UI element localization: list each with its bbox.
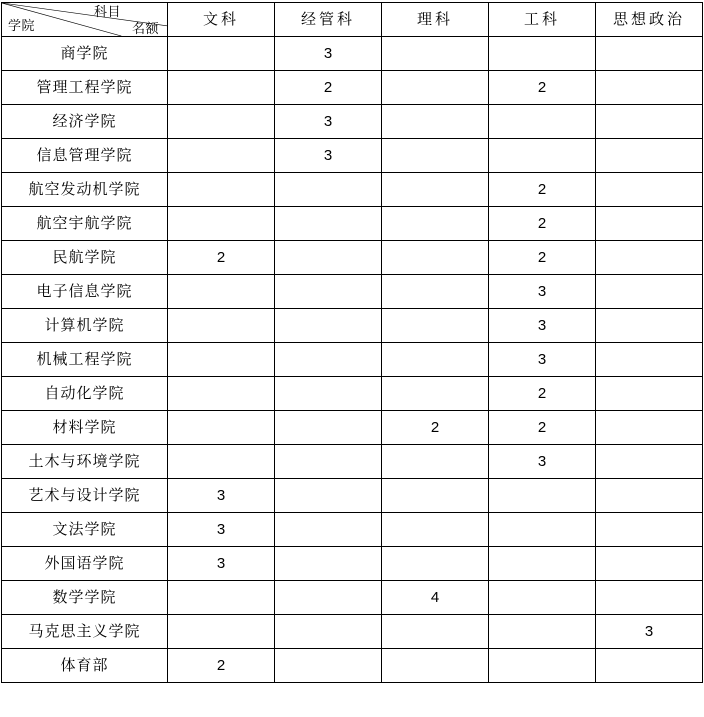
quota-cell (596, 309, 703, 343)
table-row (2, 71, 703, 105)
quota-cell (382, 275, 489, 309)
quota-cell (382, 309, 489, 343)
corner-subject-label: 科目 (93, 4, 121, 19)
row-header-college: 电子信息学院 (2, 275, 168, 309)
quota-cell (382, 173, 489, 207)
quota-cell: 2 (275, 71, 382, 105)
quota-cell: 2 (489, 71, 596, 105)
quota-cell (382, 445, 489, 479)
quota-cell (168, 139, 275, 173)
table-row (2, 309, 703, 343)
quota-cell (382, 37, 489, 71)
quota-table (1, 2, 703, 683)
quota-cell: 3 (489, 309, 596, 343)
quota-cell: 2 (168, 241, 275, 275)
quota-cell: 3 (275, 37, 382, 71)
row-header-college: 数学学院 (2, 581, 168, 615)
quota-cell (275, 649, 382, 683)
quota-cell: 3 (596, 615, 703, 649)
table-row (2, 207, 703, 241)
table-row (2, 105, 703, 139)
quota-cell (275, 343, 382, 377)
quota-cell (168, 445, 275, 479)
row-header-college: 信息管理学院 (2, 139, 168, 173)
quota-cell (168, 275, 275, 309)
quota-cell (382, 649, 489, 683)
row-header-college: 计算机学院 (2, 309, 168, 343)
quota-cell: 3 (168, 479, 275, 513)
row-header-college: 航空发动机学院 (2, 173, 168, 207)
quota-cell: 3 (275, 139, 382, 173)
quota-cell (275, 615, 382, 649)
table-row (2, 173, 703, 207)
quota-cell (168, 173, 275, 207)
row-header-college: 体育部 (2, 649, 168, 683)
quota-cell (382, 547, 489, 581)
quota-cell (168, 343, 275, 377)
quota-cell (596, 207, 703, 241)
quota-cell (382, 377, 489, 411)
table-row (2, 445, 703, 479)
quota-cell (489, 479, 596, 513)
quota-cell: 2 (489, 411, 596, 445)
document-sheet (0, 2, 704, 717)
table-row (2, 649, 703, 683)
quota-cell (168, 581, 275, 615)
quota-cell (596, 581, 703, 615)
quota-cell (168, 207, 275, 241)
quota-cell: 3 (489, 445, 596, 479)
table-row (2, 37, 703, 71)
quota-cell (596, 241, 703, 275)
table-row (2, 411, 703, 445)
table-row (2, 377, 703, 411)
row-header-college: 民航学院 (2, 241, 168, 275)
quota-cell (275, 377, 382, 411)
quota-cell (168, 37, 275, 71)
quota-cell (275, 513, 382, 547)
quota-cell (382, 241, 489, 275)
quota-cell (489, 615, 596, 649)
table-row (2, 615, 703, 649)
row-header-college: 材料学院 (2, 411, 168, 445)
quota-cell (596, 513, 703, 547)
quota-cell (168, 71, 275, 105)
row-header-college: 土木与环境学院 (2, 445, 168, 479)
quota-cell (596, 479, 703, 513)
quota-cell (382, 71, 489, 105)
row-header-college: 自动化学院 (2, 377, 168, 411)
quota-cell (489, 139, 596, 173)
quota-cell (596, 411, 703, 445)
column-header: 经管科 (275, 3, 382, 37)
row-header-college: 机械工程学院 (2, 343, 168, 377)
quota-cell: 2 (489, 173, 596, 207)
corner-college-label: 学院 (8, 18, 36, 33)
quota-cell: 2 (489, 241, 596, 275)
quota-cell (275, 207, 382, 241)
quota-cell: 3 (168, 547, 275, 581)
quota-cell (382, 207, 489, 241)
quota-cell: 2 (489, 377, 596, 411)
quota-cell (382, 343, 489, 377)
quota-cell (168, 411, 275, 445)
quota-cell (596, 71, 703, 105)
quota-cell (168, 377, 275, 411)
quota-cell (382, 105, 489, 139)
row-header-college: 外国语学院 (2, 547, 168, 581)
quota-cell (489, 581, 596, 615)
quota-cell (168, 309, 275, 343)
table-row (2, 581, 703, 615)
table-row (2, 513, 703, 547)
quota-cell (275, 173, 382, 207)
quota-cell: 4 (382, 581, 489, 615)
quota-cell (382, 615, 489, 649)
quota-cell: 2 (489, 207, 596, 241)
quota-cell (596, 173, 703, 207)
quota-cell (275, 411, 382, 445)
quota-cell (596, 649, 703, 683)
row-header-college: 管理工程学院 (2, 71, 168, 105)
row-header-college: 经济学院 (2, 105, 168, 139)
table-row (2, 479, 703, 513)
table-header-row (2, 3, 703, 37)
quota-cell (275, 445, 382, 479)
quota-cell (275, 581, 382, 615)
quota-cell (596, 275, 703, 309)
row-header-college: 文法学院 (2, 513, 168, 547)
quota-cell (489, 37, 596, 71)
quota-cell (489, 649, 596, 683)
table-row (2, 547, 703, 581)
table-row (2, 343, 703, 377)
quota-cell (596, 547, 703, 581)
row-header-college: 艺术与设计学院 (2, 479, 168, 513)
table-row (2, 139, 703, 173)
corner-quota-label: 名额 (131, 21, 159, 36)
quota-cell: 2 (168, 649, 275, 683)
quota-cell (596, 37, 703, 71)
quota-cell (596, 377, 703, 411)
quota-cell (275, 547, 382, 581)
quota-cell (596, 105, 703, 139)
quota-cell (382, 513, 489, 547)
quota-cell (168, 615, 275, 649)
quota-cell (275, 275, 382, 309)
quota-cell: 3 (168, 513, 275, 547)
row-header-college: 商学院 (2, 37, 168, 71)
quota-cell: 2 (382, 411, 489, 445)
quota-cell (596, 139, 703, 173)
table-row (2, 241, 703, 275)
quota-cell (382, 139, 489, 173)
column-header: 思想政治 (596, 3, 703, 37)
quota-cell: 3 (489, 343, 596, 377)
quota-cell (489, 547, 596, 581)
quota-cell (489, 513, 596, 547)
quota-cell (275, 479, 382, 513)
column-header: 文科 (168, 3, 275, 37)
quota-cell (489, 105, 596, 139)
quota-cell (596, 445, 703, 479)
quota-cell (382, 479, 489, 513)
quota-cell (275, 241, 382, 275)
column-header: 工科 (489, 3, 596, 37)
quota-cell: 3 (489, 275, 596, 309)
quota-cell (596, 343, 703, 377)
column-header: 理科 (382, 3, 489, 37)
quota-cell (168, 105, 275, 139)
table-row (2, 275, 703, 309)
row-header-college: 马克思主义学院 (2, 615, 168, 649)
quota-cell (275, 309, 382, 343)
quota-cell: 3 (275, 105, 382, 139)
row-header-college: 航空宇航学院 (2, 207, 168, 241)
corner-header-cell (2, 3, 168, 37)
